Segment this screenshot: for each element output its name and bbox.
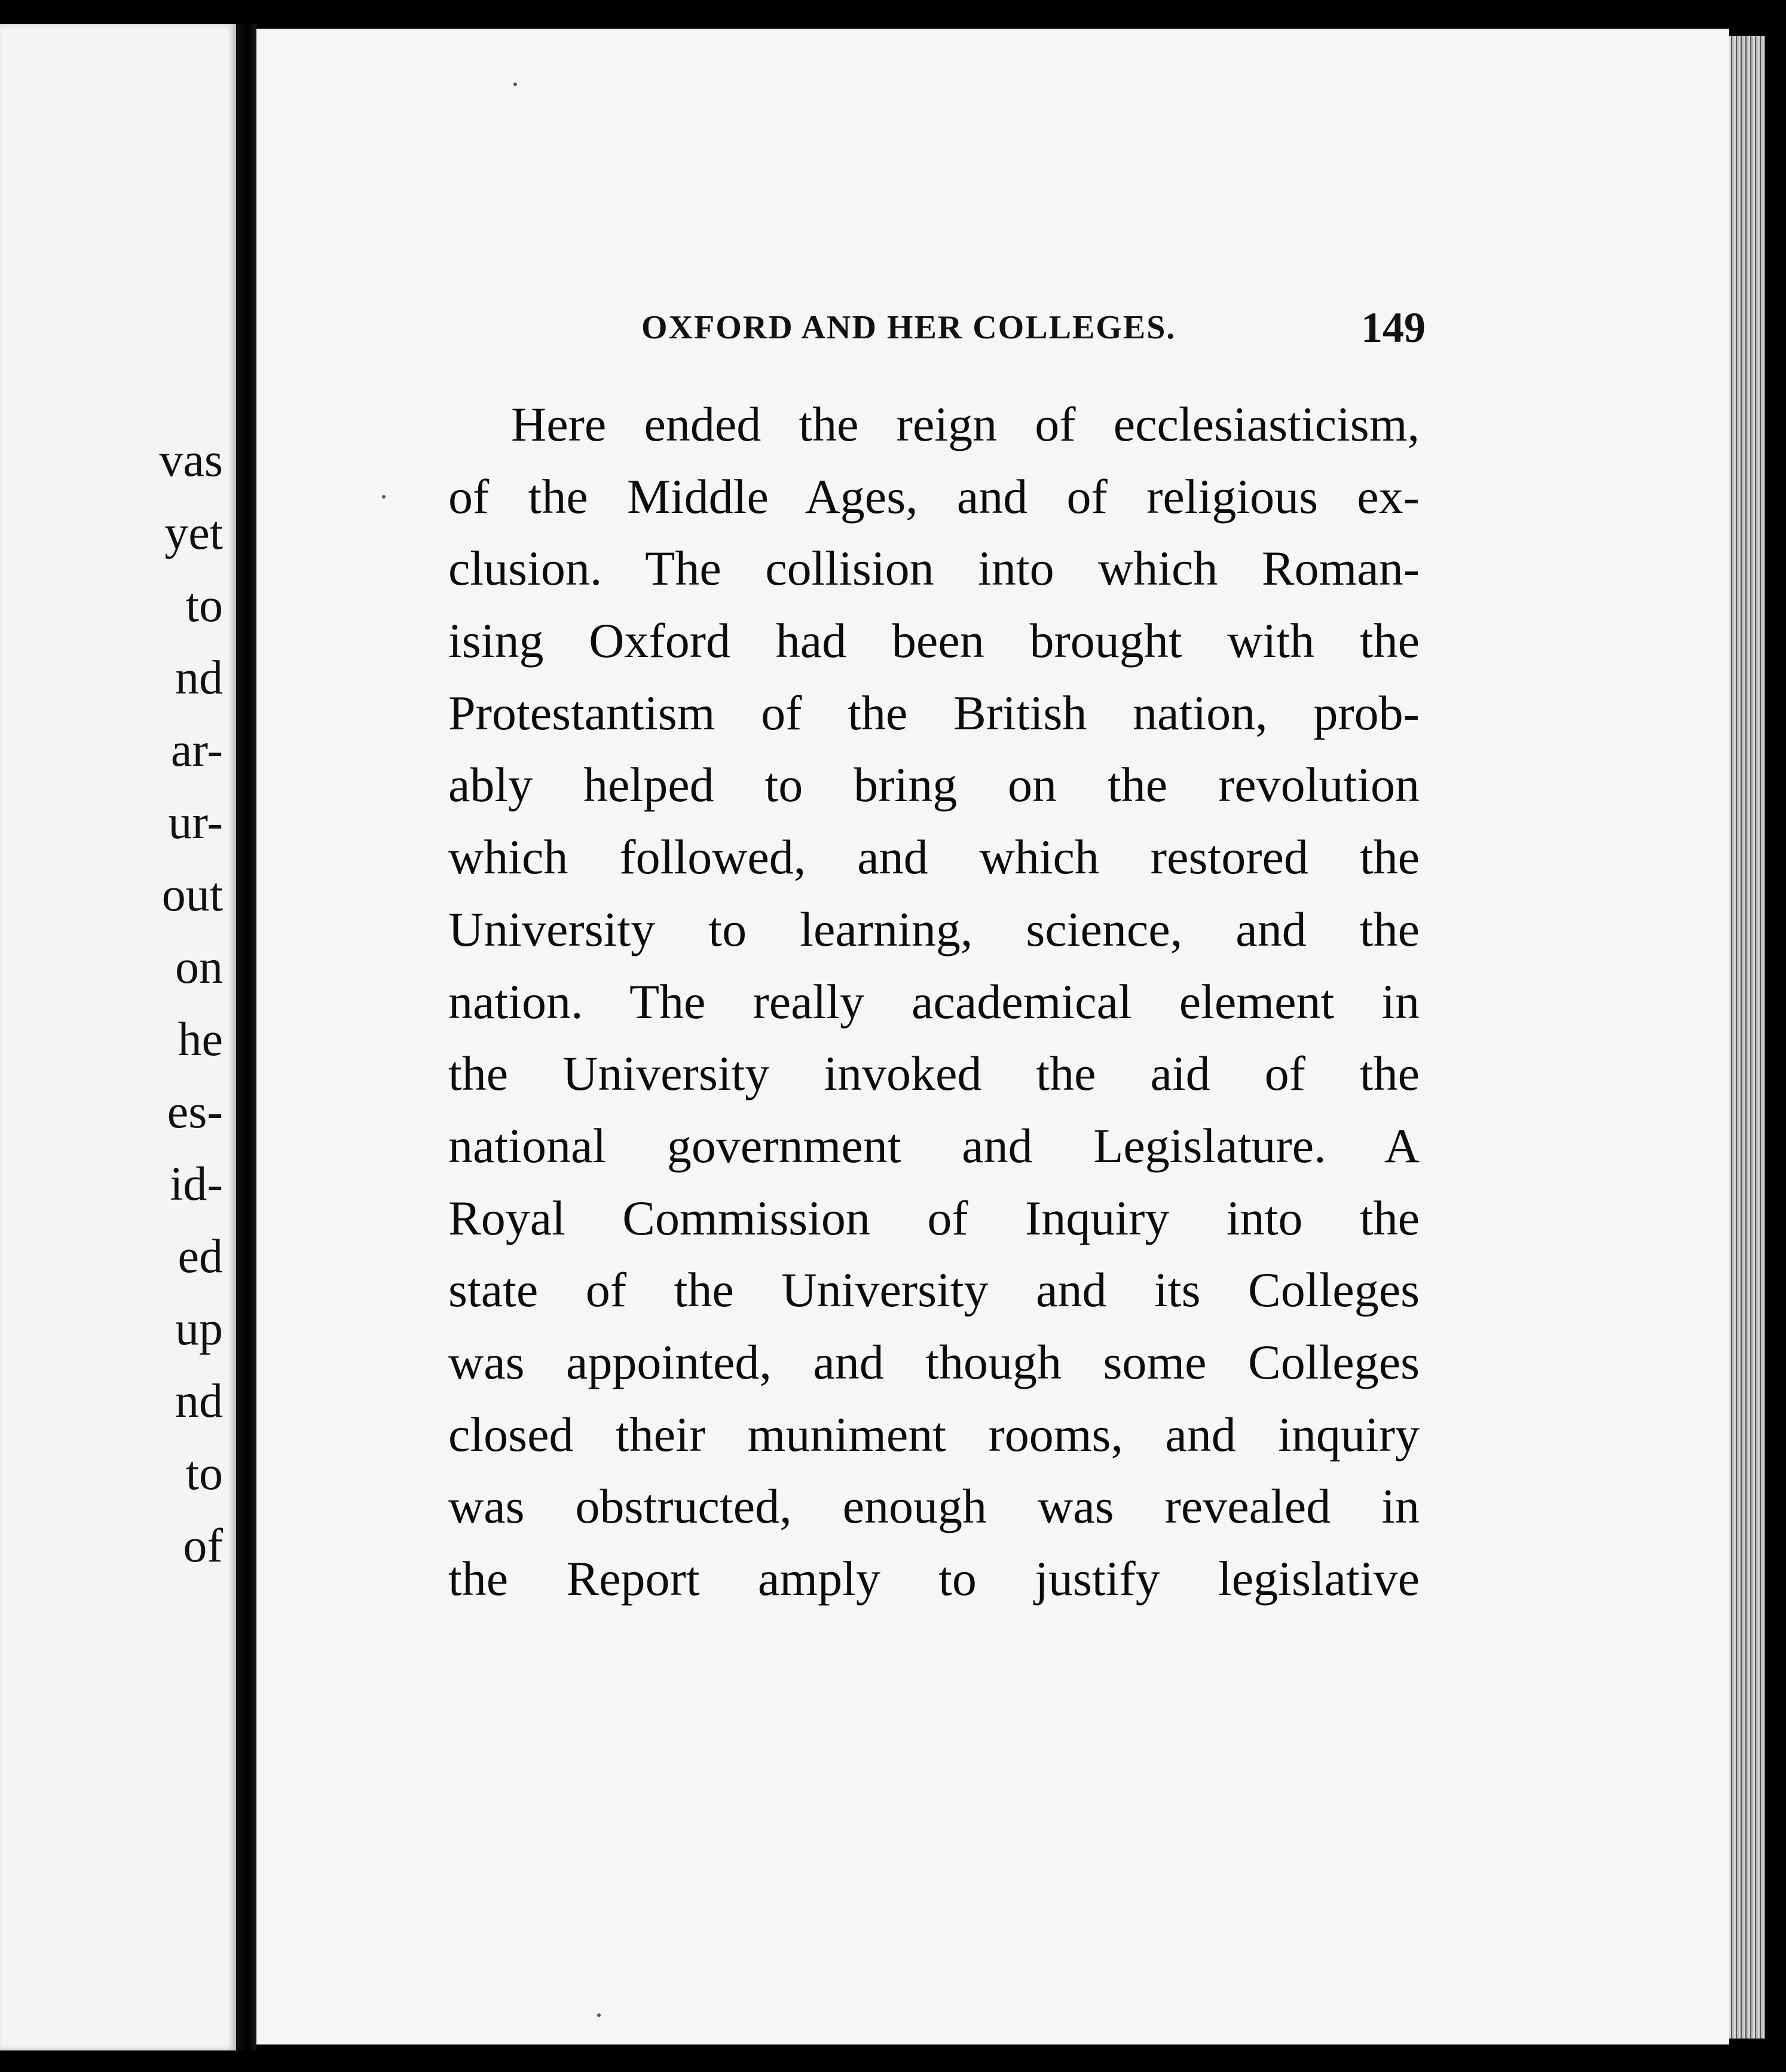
facing-page-fragment: he	[178, 1013, 223, 1066]
text-line: Here ended the reign of ecclesiasticism,	[511, 397, 1420, 451]
facing-page	[0, 24, 236, 2050]
facing-page-fragment: of	[183, 1520, 223, 1572]
text-line: University to learning, science, and the	[448, 901, 1420, 956]
text-line: ising Oxford had been brought with the	[448, 613, 1420, 668]
text-line: nation. The really academical element in	[448, 974, 1420, 1029]
facing-page-fragment: out	[161, 869, 223, 921]
facing-page-fragment: nd	[175, 652, 223, 704]
facing-page-fragment: to	[185, 1447, 223, 1500]
page-edges	[1729, 36, 1765, 2039]
page-number: 149	[1361, 304, 1426, 352]
text-line: Protestantism of the British nation, prob-	[448, 685, 1420, 740]
facing-page-fragment: vas	[159, 434, 223, 487]
facing-page-fragment: ed	[178, 1230, 223, 1283]
facing-page-fragment: es-	[167, 1086, 223, 1138]
paper-speck	[597, 2013, 601, 2017]
text-line: clusion. The collision into which Roman-	[448, 541, 1420, 596]
facing-page-fragment: id-	[170, 1158, 223, 1211]
text-line: state of the University and its Colleges	[448, 1263, 1420, 1318]
text-line: national government and Legislature. A	[448, 1118, 1420, 1173]
text-line: Royal Commission of Inquiry into the	[448, 1190, 1420, 1245]
facing-page-fragment: ar-	[170, 724, 223, 777]
text-line: the University invoked the aid of the	[448, 1046, 1420, 1101]
text-line: was appointed, and though some Colleges	[448, 1334, 1420, 1389]
text-line: the Report amply to justify legislative	[448, 1551, 1420, 1606]
paper-speck	[382, 495, 386, 499]
facing-page-fragment: to	[185, 579, 223, 632]
facing-page-fragment: on	[175, 941, 223, 994]
text-line: which followed, and which restored the	[448, 830, 1420, 885]
body-text	[448, 389, 1420, 1615]
text-line: closed their muniment rooms, and inquiry	[448, 1407, 1420, 1462]
text-line: was obstructed, enough was revealed in	[448, 1479, 1420, 1534]
page-header	[641, 304, 1426, 352]
facing-page-fragment: up	[175, 1303, 223, 1355]
text-line: of the Middle Ages, and of religious ex-	[448, 469, 1420, 524]
paper-speck	[513, 82, 517, 86]
running-head: OXFORD AND HER COLLEGES.	[641, 309, 1176, 346]
facing-page-fragment: yet	[164, 507, 223, 560]
facing-page-fragment: nd	[175, 1375, 223, 1428]
text-line: ably helped to bring on the revolution	[448, 757, 1420, 812]
book-gutter	[236, 24, 256, 2050]
facing-page-fragment: ur-	[168, 796, 223, 849]
